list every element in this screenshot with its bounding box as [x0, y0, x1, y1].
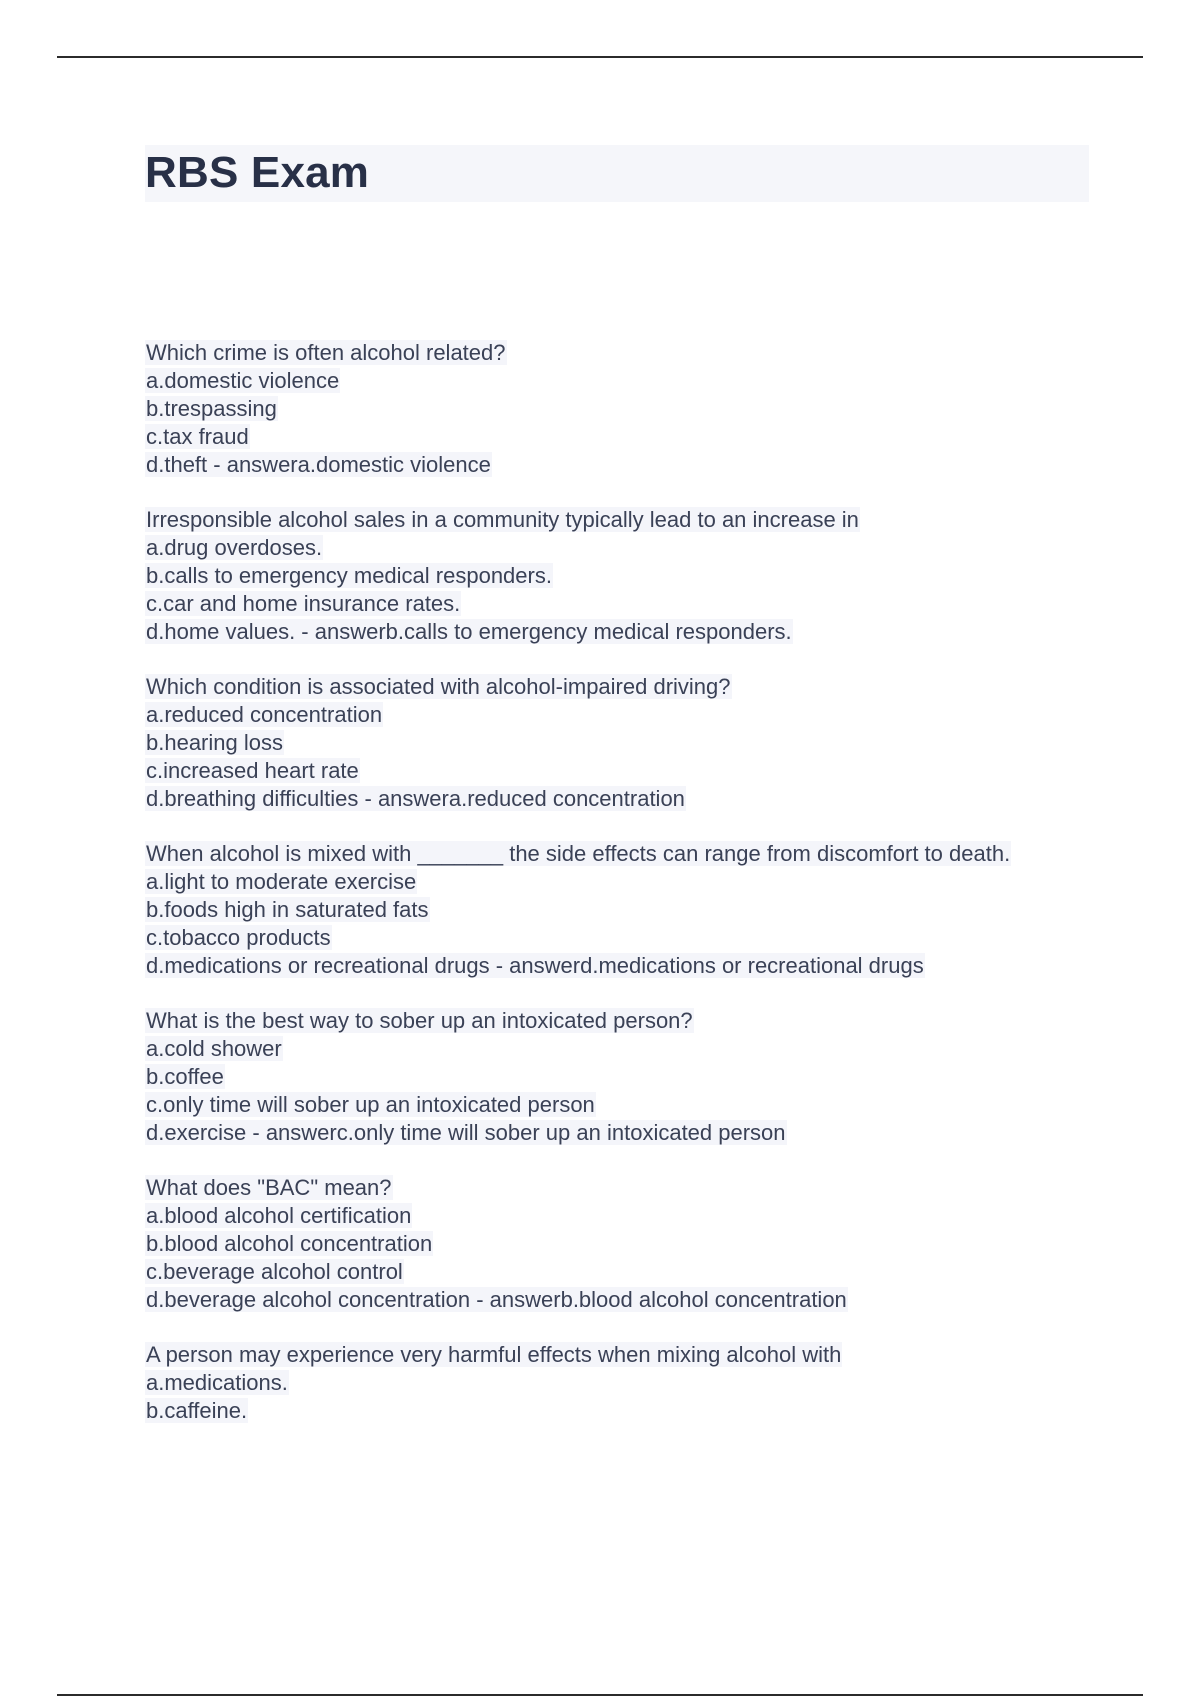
- option-c: c.beverage alcohol control: [146, 1259, 403, 1284]
- question-block-6: [145, 1174, 1105, 1314]
- option-d-with-answer: d.theft - answera.domestic violence: [146, 452, 491, 477]
- question-list: [145, 339, 1105, 1452]
- option-d-with-answer: d.exercise - answerc.only time will sober up an intoxicated person: [146, 1120, 786, 1145]
- option-a: a.medications.: [146, 1370, 288, 1395]
- top-rule: [57, 56, 1143, 58]
- question-block-3: [145, 673, 1105, 813]
- question-text: A person may experience very harmful effects when mixing alcohol with: [146, 1342, 842, 1367]
- question-block-7: [145, 1341, 1105, 1425]
- option-d-with-answer: d.beverage alcohol concentration - answerb.blood alcohol concentration: [146, 1287, 847, 1312]
- option-d-with-answer: d.home values. - answerb.calls to emergency medical responders.: [146, 619, 792, 644]
- option-b: b.caffeine.: [146, 1398, 248, 1423]
- question-text: What is the best way to sober up an intoxicated person?: [146, 1008, 693, 1033]
- question-text: Irresponsible alcohol sales in a community typically lead to an increase in: [146, 507, 859, 532]
- question-text: Which crime is often alcohol related?: [146, 340, 506, 365]
- option-b: b.foods high in saturated fats: [146, 897, 429, 922]
- option-a: a.drug overdoses.: [146, 535, 323, 560]
- option-d-with-answer: d.breathing difficulties - answera.reduced concentration: [146, 786, 685, 811]
- option-a: a.reduced concentration: [146, 702, 383, 727]
- question-text: Which condition is associated with alcohol-impaired driving?: [146, 674, 731, 699]
- bottom-rule: [57, 1694, 1143, 1696]
- question-text: When alcohol is mixed with _______ the side effects can range from discomfort to death.: [146, 841, 1011, 866]
- option-b: b.calls to emergency medical responders.: [146, 563, 552, 588]
- option-c: c.tax fraud: [146, 424, 249, 449]
- option-c: c.only time will sober up an intoxicated person: [146, 1092, 595, 1117]
- page-title: RBS Exam: [145, 148, 370, 197]
- question-text: What does "BAC" mean?: [146, 1175, 392, 1200]
- option-c: c.car and home insurance rates.: [146, 591, 461, 616]
- option-b: b.coffee: [146, 1064, 224, 1089]
- option-c: c.tobacco products: [146, 925, 331, 950]
- question-block-1: [145, 339, 1105, 479]
- option-a: a.blood alcohol certification: [146, 1203, 412, 1228]
- question-block-4: [145, 840, 1105, 980]
- question-block-5: [145, 1007, 1105, 1147]
- question-block-2: [145, 506, 1105, 646]
- option-c: c.increased heart rate: [146, 758, 359, 783]
- option-a: a.domestic violence: [146, 368, 340, 393]
- option-b: b.hearing loss: [146, 730, 283, 755]
- option-d-with-answer: d.medications or recreational drugs - answerd.medications or recreational drugs: [146, 953, 924, 978]
- option-b: b.trespassing: [146, 396, 277, 421]
- option-a: a.cold shower: [146, 1036, 282, 1061]
- option-b: b.blood alcohol concentration: [146, 1231, 433, 1256]
- option-a: a.light to moderate exercise: [146, 869, 417, 894]
